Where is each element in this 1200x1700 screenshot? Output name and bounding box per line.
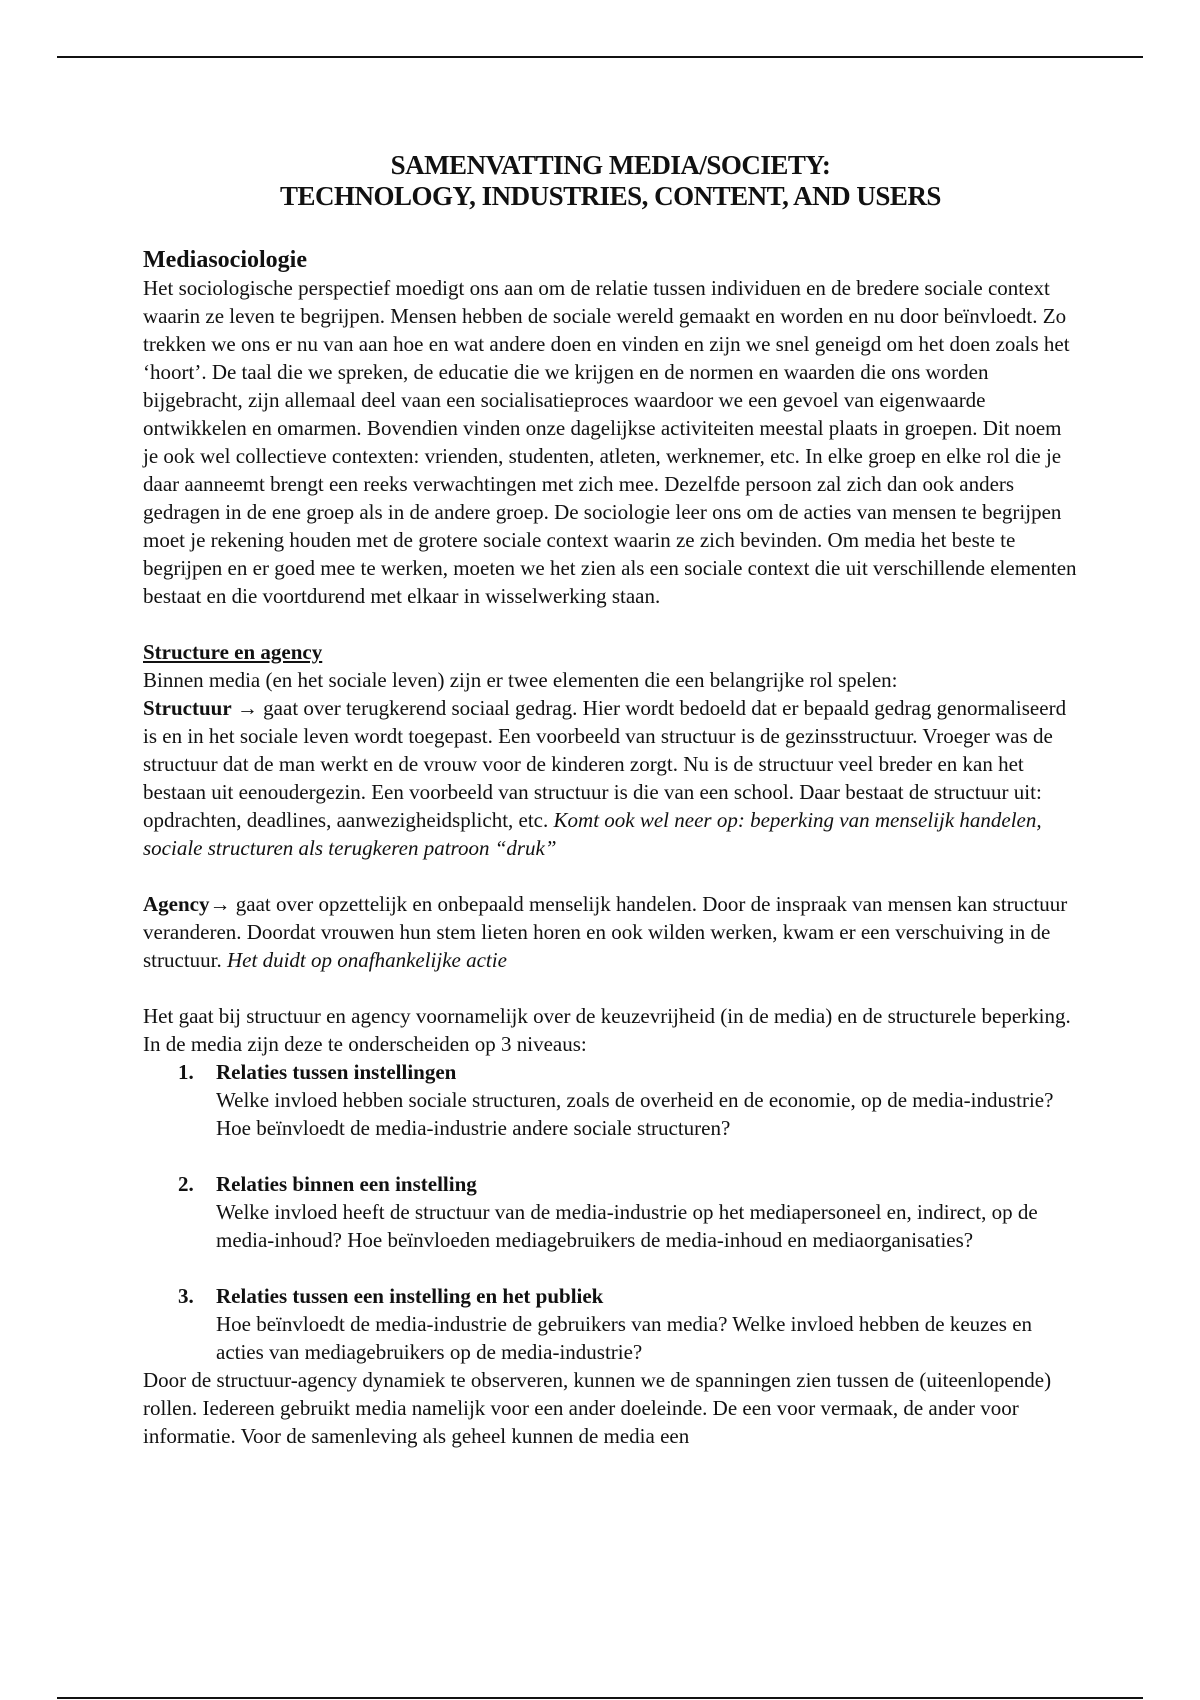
document-page	[143, 150, 1078, 1450]
agency-paragraph	[143, 890, 1078, 974]
list-item	[143, 1170, 1078, 1254]
list-item-title: Relaties tussen instellingen	[216, 1060, 457, 1084]
structuur-italic-note: Komt ook wel neer op: beperking van menselijk handelen, sociale structuren als terugkeren patroon “druk”	[143, 808, 1042, 860]
list-item-number: 1.	[178, 1060, 194, 1084]
spacer	[143, 610, 1078, 638]
structuur-term: Structuur	[143, 696, 232, 720]
structure-intro: Binnen media (en het sociale leven) zijn er twee elementen die een belangrijke rol spelen:	[143, 668, 898, 692]
list-item-title: Relaties binnen een instelling	[216, 1172, 477, 1196]
closing-paragraph: Door de structuur-agency dynamiek te observeren, kunnen we de spanningen zien tussen de (uiteenlopende) rollen. Iedereen gebruikt media namelijk voor een ander doeleinde. De een voor vermaak, de ander voor informatie. Voor de samenleving als geheel kunnen de media een	[143, 1368, 1052, 1448]
section-heading-mediasociologie: Mediasociologie	[143, 247, 307, 273]
top-rule	[57, 56, 1143, 58]
levels-intro: Het gaat bij structuur en agency voornamelijk over de keuzevrijheid (in de media) en de structurele beperking. In de media zijn deze te onderscheiden op 3 niveaus:	[143, 1004, 1071, 1056]
list-item-text: Welke invloed hebben sociale structuren, zoals de overheid en de economie, op de media-industrie? Hoe beïnvloedt de media-industrie andere sociale structuren?	[216, 1088, 1054, 1140]
list-item	[143, 1058, 1078, 1142]
title-line-1: SAMENVATTING MEDIA/SOCIETY:	[390, 150, 831, 180]
agency-term: Agency	[143, 892, 210, 916]
section-body-mediasociologie: Het sociologische perspectief moedigt ons aan om de relatie tussen individuen en de bredere sociale context waarin ze leven te begrijpen. Mensen hebben de sociale wereld gemaakt en worden en nu door beïnvloedt. Zo trekken we ons er nu van aan hoe en wat andere doen en vinden en zijn we snel geneigd om het doen zoals het ‘hoort’. De taal die we spreken, de educatie die we krijgen en de normen en waarden die ons worden bijgebracht, zijn allemaal deel vaan een socialisatieproces waardoor we een gevoel van eigenwaarde ontwikkelen en omarmen. Bovendien vinden onze dagelijkse activiteiten meestal plaats in groepen. Dit noem je ook wel collectieve contexten: vrienden, studenten, atleten, werknemer, etc. In elke groep en elke rol die je daar aanneemt brengt een reeks verwachtingen met zich mee. Dezelfde persoon zal zich dan ook anders gedragen in de ene groep als in de andere groep. De sociologie leer ons om de acties van mensen te begrijpen moet je rekening houden met de grotere sociale context waarin ze zich bevinden. Om media het beste te begrijpen en er goed mee te werken, moeten we het zien als een sociale context die uit verschillende elementen bestaat en die voortdurend met elkaar in wisselwerking staan.	[143, 276, 1077, 608]
list-item-text: Hoe beïnvloedt de media-industrie de gebruikers van media? Welke invloed hebben de keuzes en acties van mediagebruikers op de media-industrie?	[216, 1312, 1033, 1364]
agency-text: → gaat over opzettelijk en onbepaald menselijk handelen. Door de inspraak van mensen kan structuur veranderen. Doordat vrouwen hun stem lieten horen en ook wilden werken, kwam er een verschuiving in de structuur.	[143, 892, 1068, 972]
bottom-rule	[57, 1697, 1143, 1699]
list-item	[143, 1282, 1078, 1366]
list-item-number: 3.	[178, 1284, 194, 1308]
spacer	[143, 974, 1078, 1002]
list-item-text: Welke invloed heeft de structuur van de media-industrie op het mediapersoneel en, indirect, op de media-inhoud? Hoe beïnvloeden mediagebruikers de media-inhoud en mediaorganisaties?	[216, 1200, 1038, 1252]
document-title	[143, 150, 1078, 212]
section-heading-structure-agency: Structure en agency	[143, 640, 323, 664]
structuur-paragraph	[143, 694, 1078, 862]
title-line-2: TECHNOLOGY, INDUSTRIES, CONTENT, AND USERS	[280, 181, 941, 211]
levels-list	[143, 1058, 1078, 1366]
list-item-number: 2.	[178, 1172, 194, 1196]
structuur-text: → gaat over terugkerend sociaal gedrag. Hier wordt bedoeld dat er bepaald gedrag genormaliseerd is en in het sociale leven wordt toegepast. Een voorbeeld van structuur is de gezinsstructuur. Vroeger was de structuur dat de man werkt en de vrouw voor de kinderen zorgt. Nu is de structuur veel breder en kan het bestaan uit eenoudergezin. Een voorbeeld van structuur is die van een school. Daar bestaat de structuur uit: opdrachten, deadlines, aanwezigheidsplicht, etc.	[143, 696, 1067, 832]
list-item-title: Relaties tussen een instelling en het publiek	[216, 1284, 604, 1308]
agency-italic-note: Het duidt op onafhankelijke actie	[227, 948, 507, 972]
spacer	[143, 862, 1078, 890]
